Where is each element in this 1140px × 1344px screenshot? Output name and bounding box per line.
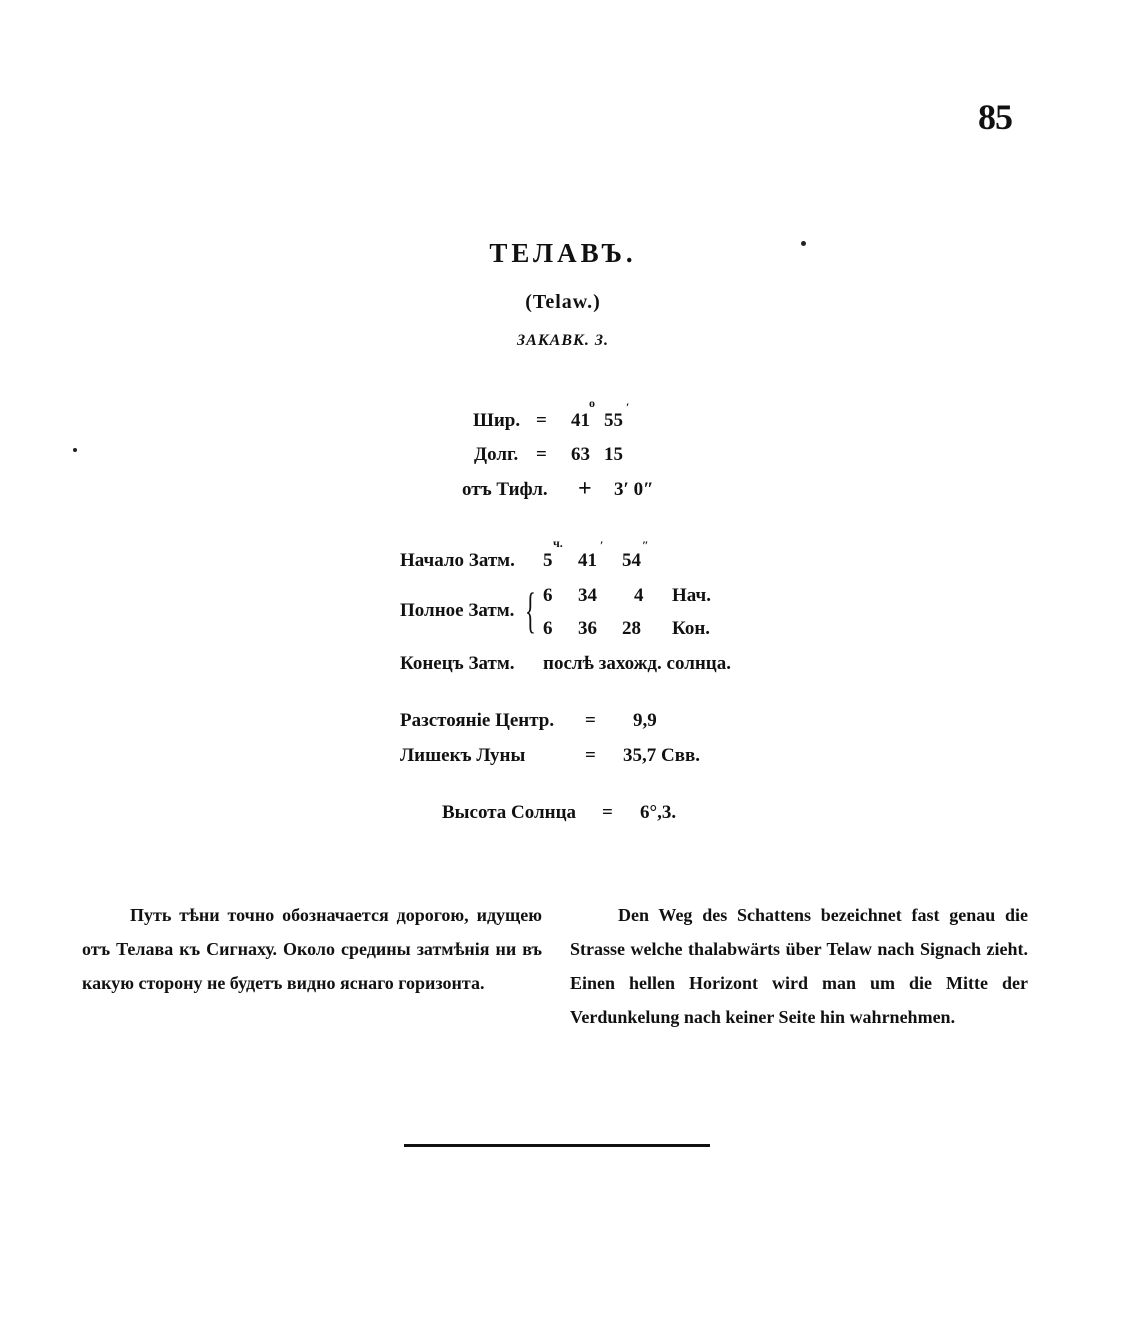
plus-sign: + — [578, 476, 592, 502]
hour-mark: ч. — [553, 536, 563, 550]
eclipse-start-row — [0, 536, 1140, 576]
longitude-minutes: 15 — [604, 444, 623, 465]
longitude-degrees: 63 — [571, 444, 590, 465]
tiflis-offset-value: 3′ 0″ — [614, 479, 654, 500]
sun-altitude-equals: = — [602, 802, 613, 823]
center-distance-equals: = — [585, 710, 596, 731]
page-title: ТЕЛАВЪ. — [489, 238, 637, 268]
total-begin-seconds: 4 — [634, 585, 644, 606]
page-subtitle: (Telaw.) — [525, 291, 601, 313]
eclipse-start-seconds: 54 — [622, 550, 641, 571]
german-paragraph: Den Weg des Schattens bezeichnet fast genau die Strasse welche thalabwärts über Telaw nach Signach zieht. Einen hellen Horizont wird man um die Mitte der Verdunkelung nach keiner Seite hin wahrnehmen. — [570, 905, 1028, 1027]
center-distance-label: Разстояніе Центр. — [400, 710, 555, 731]
russian-paragraph: Путь тѣни точно обозначается дорогою, идущею отъ Телава къ Сигнаху. Около средины затмѣнія ни въ какую сторону не будетъ видно яснаго горизонта. — [82, 905, 542, 993]
brace-glyph: { — [525, 582, 536, 638]
second-mark: ″ — [642, 538, 649, 552]
total-eclipse-begin-row — [0, 585, 1140, 611]
total-begin-note: Нач. — [672, 585, 711, 606]
moon-excess-equals: = — [585, 745, 596, 766]
latitude-degrees: 41 — [571, 410, 590, 431]
longitude-label: Долг. — [474, 444, 519, 465]
longitude-equals: = — [536, 444, 547, 465]
latitude-equals: = — [536, 410, 547, 431]
moon-excess-row — [0, 745, 1140, 771]
sun-altitude-value: 6°,3. — [640, 802, 677, 823]
scan-speck — [73, 448, 77, 452]
total-begin-minutes: 34 — [578, 585, 597, 606]
minute-mark: ′ — [600, 538, 604, 552]
total-end-hours: 6 — [543, 618, 553, 639]
eclipse-end-row — [0, 653, 1140, 679]
bottom-rule — [404, 1144, 710, 1147]
sun-altitude-row — [0, 802, 1140, 828]
page-number: 85 — [978, 97, 1012, 137]
moon-excess-label: Лишекъ Луны — [400, 745, 526, 766]
tiflis-label: отъ Тифл. — [462, 479, 548, 500]
total-end-note: Кон. — [672, 618, 711, 639]
eclipse-end-label: Конецъ Затм. — [400, 653, 515, 674]
eclipse-start-label: Начало Затм. — [400, 550, 515, 571]
center-distance-row — [0, 710, 1140, 736]
total-eclipse-label: Полное Затм. — [400, 600, 515, 621]
scan-speck — [801, 241, 806, 246]
eclipse-start-minutes: 41 — [578, 550, 597, 571]
center-distance-value: 9,9 — [633, 710, 657, 731]
moon-excess-value: 35,7 Свв. — [623, 745, 700, 766]
minute-mark: ′ — [626, 400, 630, 414]
total-end-seconds: 28 — [622, 618, 641, 639]
tiflis-offset-row — [0, 476, 1140, 505]
total-end-minutes: 36 — [578, 618, 597, 639]
latitude-minutes: 55 — [604, 410, 623, 431]
eclipse-start-hours: 5 — [543, 550, 553, 571]
total-begin-hours: 6 — [543, 585, 553, 606]
latitude-row — [0, 396, 1140, 436]
degree-mark: o — [589, 396, 595, 410]
longitude-row — [0, 444, 1140, 470]
section-label: ЗАКАВК. З. — [517, 332, 609, 349]
sun-altitude-label: Высота Солнца — [442, 802, 577, 823]
total-eclipse-end-row — [0, 618, 1140, 644]
latitude-label: Шир. — [473, 410, 521, 431]
eclipse-end-text: послѣ захожд. солнца. — [543, 653, 732, 674]
